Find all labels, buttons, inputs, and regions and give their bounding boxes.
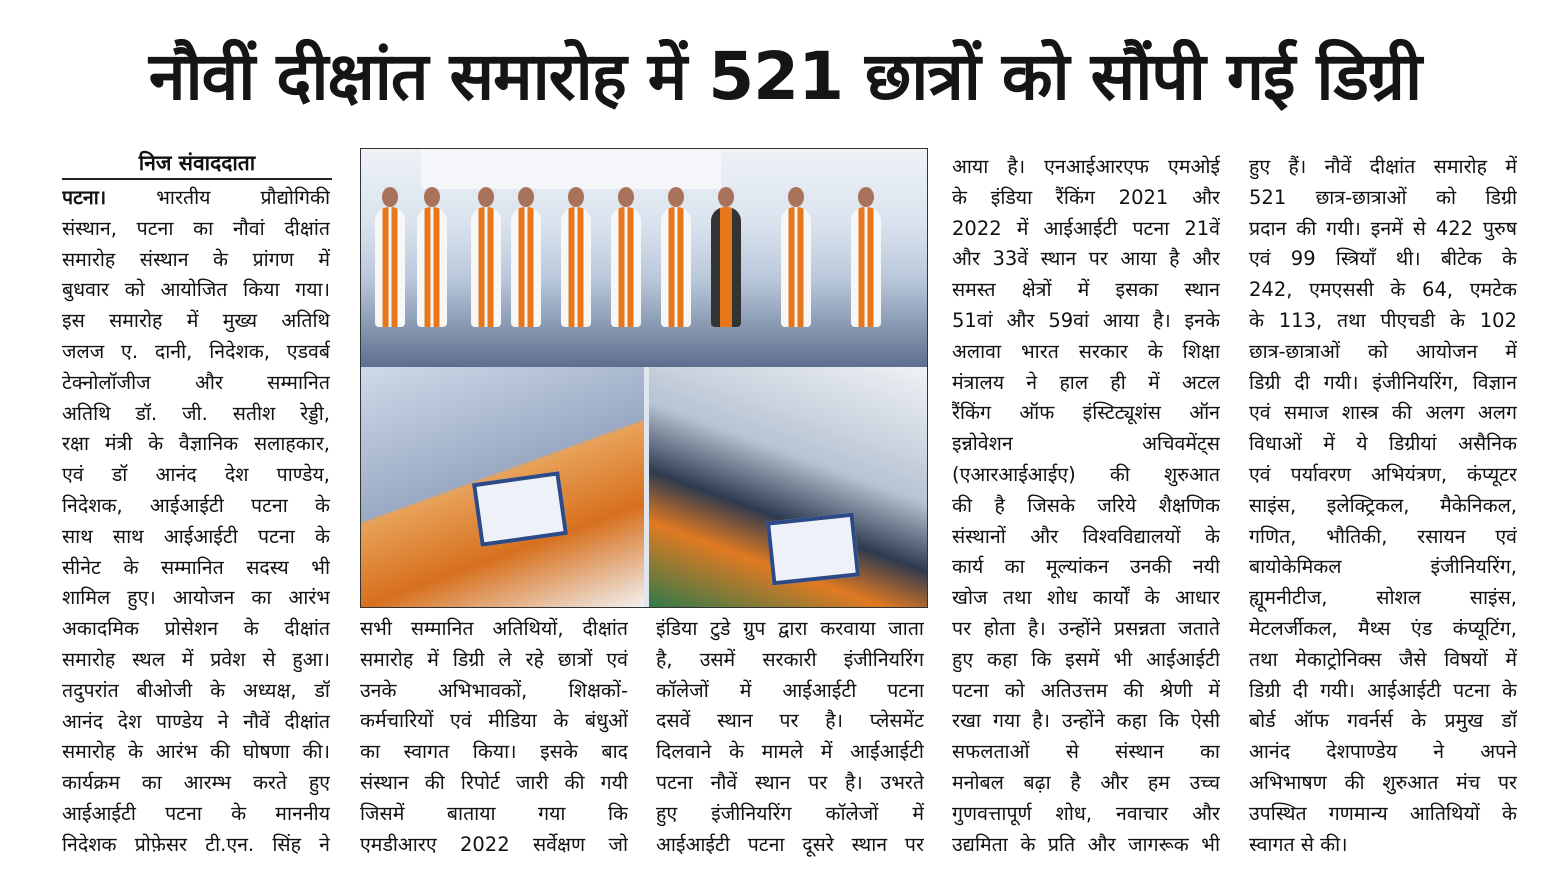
text-line: है, उसमें सरकारी इंजीनियरिंग <box>656 647 924 671</box>
text-line: पटना को अतिउत्तम की श्रेणी में <box>952 678 1220 702</box>
text-line: इन्नोवेशन अचिवमेंट्स <box>952 432 1220 456</box>
text-line: हुए इंजीनियरिंग कॉलेजों में <box>656 801 924 825</box>
text-line: सभी सम्मानित अतिथियों, दीक्षांत <box>360 617 628 640</box>
column-4 <box>952 152 1220 860</box>
byline: निज संवाददाता <box>62 148 332 180</box>
text-line: तथा मेकाट्रोनिक्स जैसे विषयों में <box>1249 647 1517 671</box>
text-line: निदेशक, आईआईटी पटना के <box>62 493 330 517</box>
text-line: 242, एमएससी के 64, एमटेक <box>1249 278 1517 302</box>
text-line: के 113, तथा पीएचडी के 102 <box>1249 308 1517 332</box>
text-line: साथ साथ आईआईटी पटना के <box>62 524 330 548</box>
text-line: अभिभाषण की शुरुआत मंच पर <box>1249 770 1517 794</box>
text-line: एवं समाज शास्त्र की अलग अलग <box>1249 401 1517 425</box>
text-line: कार्यक्रम का आरम्भ करते हुए <box>62 771 330 795</box>
text-line: अलावा भारत सरकार के शिक्षा <box>952 339 1220 363</box>
text-line: सफलताओं से संस्थान का <box>952 740 1220 764</box>
convocation-banner <box>421 149 721 189</box>
text-line: दिलवाने के मामले में आईआईटी <box>656 740 924 764</box>
text-line: की है जिसके जरिये शैक्षणिक <box>952 493 1220 517</box>
text-line: हुए कहा कि इसमें भी आईआईटी <box>952 647 1220 671</box>
text-line: समारोह संस्थान के प्रांगण में <box>62 247 330 271</box>
text-line: जलज ए. दानी, निदेशक, एडवर्ब <box>62 339 330 363</box>
text-line: समस्त क्षेत्रों में इसका स्थान <box>952 278 1220 302</box>
text-line: टेक्नोलॉजीज और सम्मानित <box>62 370 330 394</box>
convocation-photo <box>360 148 928 608</box>
text-line: छात्र-छात्राओं को आयोजन में <box>1249 339 1517 363</box>
text-line: आया है। एनआईआरएफ एमओई <box>952 155 1220 178</box>
text-line: आईआईटी पटना के माननीय <box>62 801 330 825</box>
text-line: पटना नौवें स्थान पर है। उभरते <box>656 770 924 794</box>
text-line: (एआरआईआईए) की शुरुआत <box>952 462 1220 486</box>
text-line: आईआईटी पटना दूसरे स्थान पर <box>656 832 924 856</box>
stage-photo <box>361 149 927 367</box>
text-line: 2022 में आईआईटी पटना 21वें <box>952 216 1220 240</box>
text-line: गणित, भौतिकी, रसायन एवं <box>1249 524 1517 548</box>
text-line: सीनेट के सम्मानित सदस्य भी <box>62 555 330 579</box>
text-line: स्वागत से की। <box>1249 832 1348 856</box>
dateline: पटना। <box>62 186 107 209</box>
text-line: समारोह के आरंभ की घोषणा की। <box>62 740 330 764</box>
text-line: अतिथि डॉ. जी. सतीश रेड्डी, <box>62 401 330 425</box>
column-3 <box>656 614 924 860</box>
text-line: समारोह स्थल में प्रवेश से हुआ। <box>62 647 330 671</box>
text-line: उनके अभिभावकों, शिक्षकों- <box>360 678 628 702</box>
column-2 <box>360 614 628 860</box>
text-line: आनंद देश पाण्डेय ने नौवें दीक्षांत <box>62 709 330 733</box>
text-line: साइंस, इलेक्ट्रिकल, मैकेनिकल, <box>1249 493 1517 517</box>
text-line: पर होता है। उन्होंने प्रसन्नता जताते <box>952 616 1220 640</box>
text-line: निदेशक प्रोफ़ेसर टी.एन. सिंह ने <box>62 832 330 856</box>
text-line: का स्वागत किया। इसके बाद <box>360 740 628 764</box>
text-line: मेटलर्जीकल, मैथ्स एंड कंप्यूटिंग, <box>1249 616 1517 640</box>
text-line: आनंद देशपाण्डेय ने अपने <box>1249 740 1517 764</box>
text-line: दसवें स्थान पर है। प्लेसमेंट <box>656 709 924 733</box>
text-line: बायोकेमिकल इंजीनियरिंग, <box>1249 555 1517 579</box>
text-line: समारोह में डिग्री ले रहे छात्रों एवं <box>360 647 628 671</box>
text-line: रक्षा मंत्री के वैज्ञानिक सलाहकार, <box>62 432 330 456</box>
text-line: एवं 99 स्त्रियाँ थी। बीटेक के <box>1249 247 1517 271</box>
text-line: रैंकिंग ऑफ इंस्टिट्यूशंस ऑन <box>952 401 1220 425</box>
degree-handover-photo-left <box>361 367 644 607</box>
text-line: ह्यूमनीटीज, सोशल साइंस, <box>1249 586 1517 610</box>
text-line: कॉलेजों में आईआईटी पटना <box>656 678 924 702</box>
text-line: प्रदान की गयी। इनमें से 422 पुरुष <box>1249 216 1517 240</box>
text-line: डिग्री दी गयी। आईआईटी पटना के <box>1249 678 1517 702</box>
text-line: कार्य का मूल्यांकन उनकी नयी <box>952 555 1220 579</box>
text-line: अकादमिक प्रोसेशन के दीक्षांत <box>62 617 330 641</box>
headline: नौवीं दीक्षांत समारोह में 521 छात्रों को सौंपी गई डिग्री <box>148 38 1422 115</box>
text-line: एमडीआरए 2022 सर्वेक्षण जो <box>360 832 628 856</box>
text-line: मंत्रालय ने हाल ही में अटल <box>952 370 1220 394</box>
text-line: के इंडिया रैंकिंग 2021 और <box>952 185 1220 209</box>
text-line: बुधवार को आयोजित किया गया। <box>62 278 330 302</box>
text-line: तदुपरांत बीओजी के अध्यक्ष, डॉ <box>62 678 330 702</box>
text-line: 521 छात्र-छात्राओं को डिग्री <box>1249 185 1517 209</box>
text-line: हुए हैं। नौवें दीक्षांत समारोह में <box>1249 155 1517 178</box>
column-1: पटना। भारतीय प्रौद्योगिकी संस्थान, पटना का नौवां दीक्षांत समारोह संस्थान के प्रांगण में बुधवार को आयोजित किया गया। इस समारोह में मुख्य अतिथि जलज ए. दानी, निदेशक, एडवर्ब टेक्नोलॉजीज और सम्मानित अतिथि डॉ. जी. सतीश रेड्डी, रक्षा मंत्री के वैज्ञानिक सलाहकार, एवं डॉ आनंद देश पाण्डेय, निदेशक, आईआईटी पटना के साथ साथ आईआईटी पटना के सीनेट के सम्मानित सदस्य भी शामिल हुए। आयोजन का आरंभ अकादमिक प्रोसेशन के दीक्षांत समारोह स्थल में प्रवेश से हुआ। तदुपरांत बीओजी के अध्यक्ष, डॉ आनंद देश पाण्डेय ने नौवें दीक्षांत समारोह के आरंभ की घोषणा की। कार्यक्रम का आरम्भ करते हुए आईआईटी पटना के माननीय निदेशक प्रोफ़ेसर टी.एन. सिंह ने <box>62 183 330 861</box>
text-line: बोर्ड ऑफ गवर्नर्स के प्रमुख डॉ <box>1249 709 1517 733</box>
text-line: उपस्थित गणमान्य आतिथियों के <box>1249 801 1517 825</box>
text-line: विधाओं में ये डिग्रीयां असैनिक <box>1249 432 1517 456</box>
degree-handover-photo-right <box>649 367 927 607</box>
text-line: उद्यमिता के प्रति और जागरूक भी <box>952 832 1220 856</box>
text-line: एवं पर्यावरण अभियंत्रण, कंप्यूटर <box>1249 462 1517 486</box>
text-line: शामिल हुए। आयोजन का आरंभ <box>62 586 330 610</box>
text-line: संस्थान की रिपोर्ट जारी की गयी <box>360 770 628 794</box>
text-line: इंडिया टुडे ग्रुप द्वारा करवाया जाता <box>656 617 924 640</box>
text-line: जिसमें बाताया गया कि <box>360 801 628 825</box>
text-line: गुणवत्तापूर्ण शोध, नवाचार और <box>952 801 1220 825</box>
text-line: कर्मचारियों एवं मीडिया के बंधुओं <box>360 709 628 733</box>
text-line: संस्थानों और विश्वविद्यालयों के <box>952 524 1220 548</box>
text-line: मनोबल बढ़ा है और हम उच्च <box>952 770 1220 794</box>
text-line: और 33वें स्थान पर आया है और <box>952 247 1220 271</box>
column-5 <box>1249 152 1517 860</box>
text-line: रखा गया है। उन्होंने कहा कि ऐसी <box>952 709 1220 733</box>
text-line: संस्थान, पटना का नौवां दीक्षांत <box>62 216 330 240</box>
text-line: एवं डॉ आनंद देश पाण्डेय, <box>62 463 330 487</box>
text-line: 51वां और 59वां आया है। इनके <box>952 308 1220 332</box>
text-line: इस समारोह में मुख्य अतिथि <box>62 309 330 333</box>
text-line: खोज तथा शोध कार्यों के आधार <box>952 586 1220 610</box>
text-line: डिग्री दी गयी। इंजीनियरिंग, विज्ञान <box>1249 370 1517 394</box>
